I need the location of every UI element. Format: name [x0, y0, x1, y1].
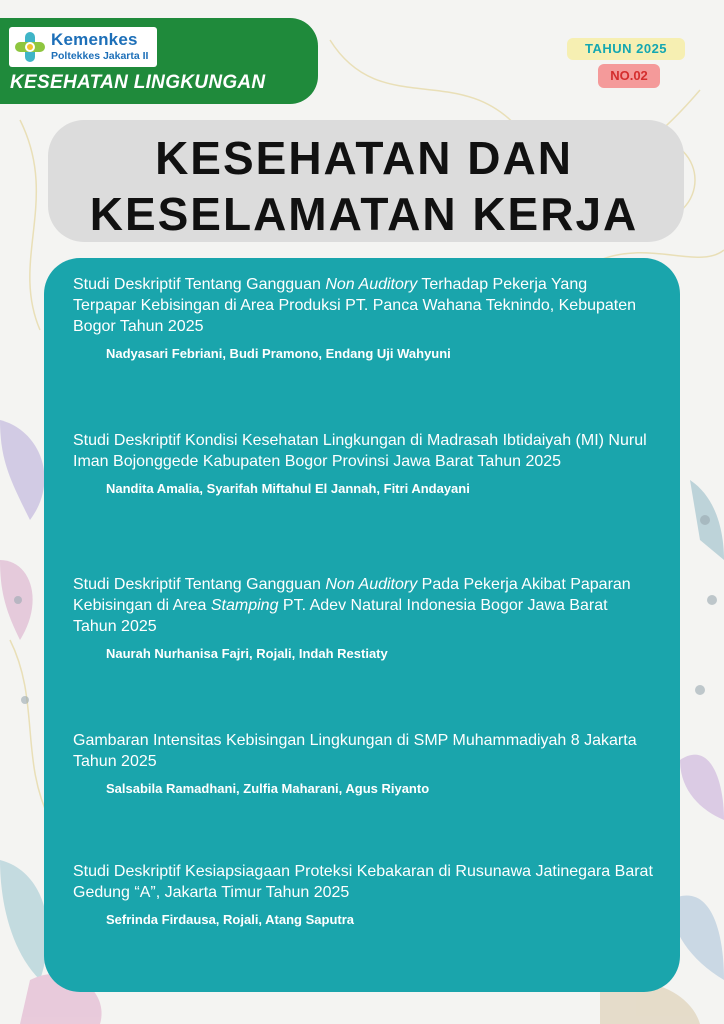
article-list-panel [44, 258, 680, 992]
article-title: Studi Deskriptif Tentang Gangguan Non Auditory Pada Pekerja Akibat Paparan Kebisingan di Area Stamping PT. Adev Natural Indonesia Bogor Jawa Barat Tahun 2025 [73, 576, 631, 635]
article-title: Gambaran Intensitas Kebisingan Lingkungan di SMP Muhammadiyah 8 Jakarta Tahun 2025 [73, 732, 637, 770]
article-entry [73, 274, 653, 361]
article-entry [73, 861, 653, 927]
title-line-2: KESELAMATAN KERJA [89, 188, 639, 240]
logo-name: Kemenkes [51, 30, 138, 49]
article-title: Studi Deskriptif Kesiapsiagaan Proteksi Kebakaran di Rusunawa Jatinegara Barat Gedung “A”, Jakarta Timur Tahun 2025 [73, 863, 653, 901]
issue-number-badge: NO.02 [598, 64, 660, 88]
article-title: Studi Deskriptif Kondisi Kesehatan Lingkungan di Madrasah Ibtidaiyah (MI) Nurul Iman Bojonggede Kabupaten Bogor Provinsi Jawa Barat Tahun 2025 [73, 432, 647, 470]
logo-subtitle: Poltekkes Jakarta II [51, 50, 149, 62]
article-title: Studi Deskriptif Tentang Gangguan Non Auditory Terhadap Pekerja Yang Terpapar Kebisingan di Area Produksi PT. Panca Wahana Teknindo, Kebupaten Bogor Tahun 2025 [73, 276, 637, 335]
article-authors: Sefrinda Firdausa, Rojali, Atang Saputra [106, 912, 355, 927]
article-authors: Salsabila Ramadhani, Zulfia Maharani, Agus Riyanto [106, 781, 430, 796]
kemenkes-logo [9, 27, 157, 67]
article-entry [73, 430, 653, 496]
department-banner [0, 18, 318, 104]
article-entry [73, 574, 653, 661]
article-authors: Nandita Amalia, Syarifah Miftahul El Jannah, Fitri Andayani [106, 481, 470, 496]
year-badge: TAHUN 2025 [567, 38, 685, 60]
title-line-1: KESEHATAN DAN [155, 132, 573, 184]
page-title [40, 130, 688, 242]
kemenkes-logo-icon [13, 30, 47, 64]
department-label: KESEHATAN LINGKUNGAN [10, 72, 266, 93]
article-entry [73, 730, 653, 796]
article-authors: Naurah Nurhanisa Fajri, Rojali, Indah Restiaty [106, 646, 388, 661]
article-authors: Nadyasari Febriani, Budi Pramono, Endang Uji Wahyuni [106, 346, 451, 361]
